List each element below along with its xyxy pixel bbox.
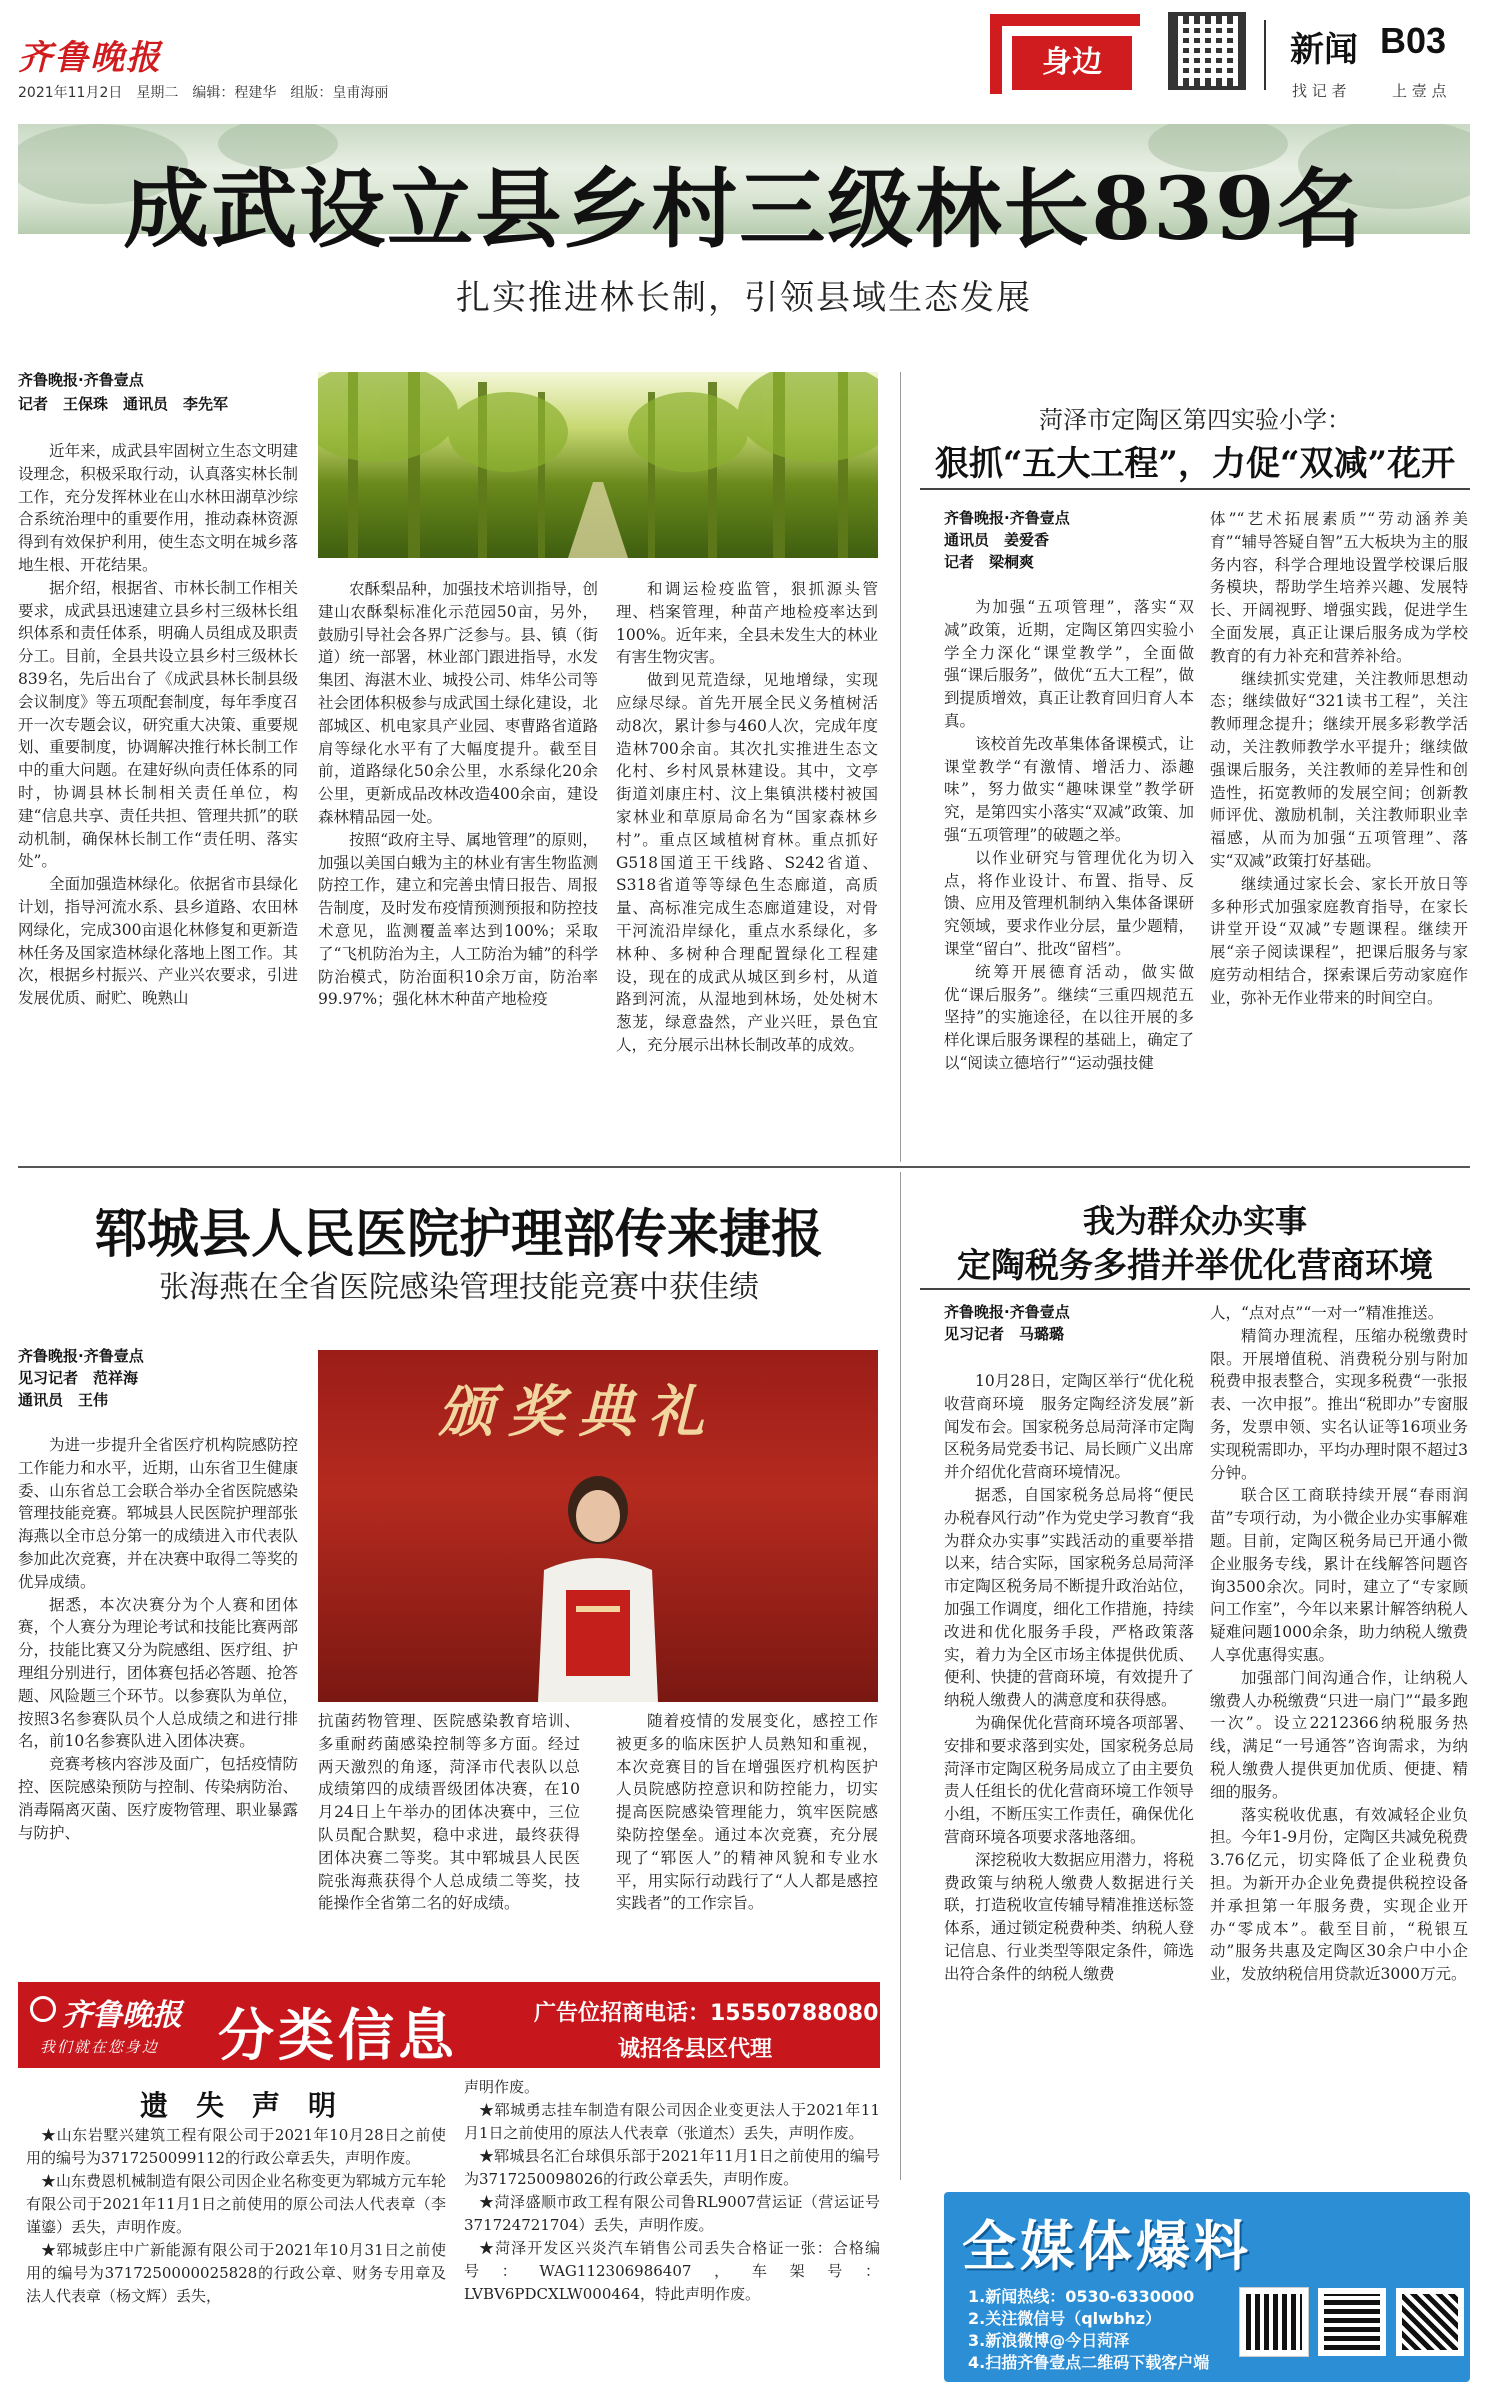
award-winner-figure [518, 1470, 678, 1702]
article2-kicker: 菏泽市定陶区第四实验小学： [1039, 406, 1351, 434]
section-name: 新闻 [1290, 30, 1358, 70]
lost-notice-item: ★菏泽开发区兴炎汽车销售公司丢失合格证一张：合格编号：WAG112306986407，车架号：LVBV6PDCXLW000464，特此声明作废。 [464, 2239, 880, 2303]
lost-notice-title: 遗 失 声 明 [139, 2089, 336, 2122]
article4-paragraph: 人，“点对点”“一对一”精准推送。 [1210, 1304, 1444, 1322]
article2-paragraph: 体”“艺术拓展素质”“劳动涵养美育”“辅导答疑自智”五大板块为主的服务内容，科学合理地设置学校课后服务模块，帮助学生培养兴趣、发展特长、开阔视野、增强实践，促进学生全面发展，真正让课后服务成为学校教育的有力补充和营养补给。 [1210, 510, 1468, 665]
lost-notice-column-1 [26, 2124, 446, 2388]
article3-column-3 [616, 1710, 878, 1974]
article2-paragraph: 继续抓实党建，关注教师思想动态；继续做好“321读书工程”，关注教师理念提升；继续开展多彩教学活动，关注教师教学水平提升；继续做强课后服务，关注教师的差异性和创造性，拓宽教师的发展空间；创新教师评优、激励机制，关注教师职业幸福感，从而为加强“五项管理”、落实“双减”政策打好基础。 [1210, 669, 1468, 870]
article1-column-2 [318, 578, 598, 1144]
page-number: B03 [1380, 20, 1447, 61]
article4-paragraph: 落实税收优惠，有效减轻企业负担。今年1-9月份，定陶区共减免税费3.76亿元，切实降低了企业税费负担。为新开办企业免费提供税控设备并承担第一年服务费，实现企业开办“零成本”。截至目前，“税银互动”服务共惠及定陶区30余户中小企业，发放纳税信用贷款近3000万元。 [1210, 1805, 1468, 1984]
article2-paragraph: 统筹开展德育活动，做实做优“课后服务”。继续“三重四规范五坚持”的实施途径，在以往开展的多样化课后服务课程的基础上，确定了以“阅读立德培行”“运动强技健 [944, 962, 1194, 1072]
article4-column-1 [944, 1370, 1194, 2172]
lost-notice-item: ★菏泽盛顺市政工程有限公司鲁RL9007营运证（营运证号371724721704）丢失，声明作废。 [464, 2193, 880, 2234]
media-tipoff-line: 1.新闻热线：0530-6330000 [968, 2287, 1195, 2306]
media-tipoff-box [944, 2192, 1470, 2382]
masthead-sub-left: 找 记 者 [1292, 82, 1347, 100]
section-divider [18, 1166, 1470, 1168]
lost-notice-item: ★山东岩墅兴建筑工程有限公司于2021年10月28日之前使用的编号为3717250099112的行政公章丢失，声明作废。 [26, 2126, 446, 2167]
article2-paragraph: 以作业研究与管理优化为切入点，将作业设计、布置、指导、反馈、应用及管理机制纳入集体备课研究领域，要求作业分层，量少题精，课堂“留白”、批改“留档”。 [944, 848, 1194, 958]
article2-paragraph: 该校首先改革集体备课模式，让课堂教学“有激情、增活力、添趣味”，努力做实“趣味课堂”教学研究，是第四实小落实“双减”政策、加强“五项管理”的破题之举。 [944, 734, 1194, 844]
lost-notice-item: ★郓城勇志挂车制造有限公司因企业变更法人于2021年11月1日之前使用的原法人代表章（张道杰）丢失，声明作废。 [464, 2101, 880, 2142]
lost-notice-item: ★郓城彭庄中广新能源有限公司于2021年10月31日之前使用的编号为3717250000025828的行政公章、财务专用章及法人代表章（杨文辉）丢失， [26, 2241, 446, 2305]
article4-paragraph: 为确保优化营商环境各项部署、安排和要求落到实处，国家税务总局菏泽市定陶区税务局成立了由主要负责人任组长的优化营商环境工作领导小组，不断压实工作责任，确保优化营商环境各项要求落地落细。 [944, 1713, 1194, 1846]
article3-paragraph: 随着疫情的发展变化，感控工作被更多的临床医护人员熟知和重视，本次竞赛目的旨在增强医疗机构医护人员院感防控意识和防控能力，切实提高医院感染管理能力，筑牢医院感染防控堡垒。通过本次竞赛，充分展现了“郓医人”的精神风貌和专业水平，用实际行动践行了“人人都是感控实践者”的工作宗旨。 [616, 1712, 878, 1913]
lost-notice-column-2 [464, 2076, 880, 2388]
classified-agent: 诚招各县区代理 [618, 2037, 773, 2062]
article1-source: 齐鲁晚报·齐鲁壹点 [18, 371, 144, 389]
article4-title-line-1: 我为群众办实事 [1082, 1202, 1307, 1240]
article1-subtitle: 扎实推进林长制，引领县域生态发展 [456, 278, 1032, 318]
article3-reporters: 见习记者 范祥海 [18, 1369, 139, 1387]
section-tag-label: 身边 [1012, 36, 1132, 90]
article2-paragraph: 为加强“五项管理”，落实“双减”政策，近期，定陶区第四实验小学全力深化“课堂教学”，全面做强“课后服务”，做优“五大工程”，做到提质增效，真正让教育回归育人本真。 [944, 598, 1194, 730]
article3-source: 齐鲁晚报·齐鲁壹点 [18, 1347, 144, 1365]
article3-reporter2: 通讯员 王伟 [18, 1391, 109, 1409]
article1-title: 成武设立县乡村三级林长839名 [123, 159, 1365, 260]
article3-paragraph: 抗菌药物管理、医院感染教育培训、多重耐药菌感染控制等多方面。经过两天激烈的角逐，菏泽市代表队以总成绩第四的成绩晋级团体决赛，在10月24日上午举办的团体决赛中，三位队员配合默契，稳中求进，最终获得团体决赛二等奖。其中郓城县人民医院张海燕获得个人总成绩二等奖，技能操作全省第二名的好成绩。 [318, 1712, 580, 1913]
article1-paragraph: 按照“政府主导、属地管理”的原则，加强以美国白蛾为主的林业有害生物监测防控工作，建立和完善虫情日报告、周报告制度，及时发布疫情预测预报和防控技术意见，监测覆盖率达到100%；采取了“飞机防治为主，人工防治为辅”的科学防治模式，防治面积10余万亩，防治率99.97%；强化林木种苗产地检疫 [318, 830, 598, 1009]
article2-paragraph: 继续通过家长会、家长开放日等多种形式加强家庭教育指导，在家长讲堂开设“双减”专题课程。继续开展“亲子阅读课程”，把课后服务与家庭劳动相结合，探索课后劳动家庭作业，弥补无作业带来的时间空白。 [1210, 874, 1468, 1007]
classified-slogan: 我们就在您身边 [40, 2038, 160, 2056]
ceremony-banner-text: 颁奖典礼 [438, 1379, 718, 1445]
article4-paragraph: 深挖税收大数据应用潜力，将税费政策与纳税人缴费人数据进行关联，打造税收宣传辅导精准推送标签体系，通过锁定税费种类、纳税人登记信息、行业类型等限定条件，筛选出符合条件的纳税人缴费 [944, 1850, 1194, 1983]
qr-inner [1180, 24, 1234, 78]
article4-reporters: 见习记者 马璐璐 [944, 1325, 1065, 1343]
article4-paragraph: 10月28日，定陶区举行“优化税收营商环境 服务定陶经济发展”新闻发布会。国家税务总局菏泽市定陶区税务局党委书记、局长顾广义出席并介绍优化营商环境情况。 [944, 1372, 1194, 1482]
article4-paragraph: 据悉，自国家税务总局将“便民办税春风行动”作为党史学习教育“我为群众办实事”实践活动的重要举措以来，结合实际，国家税务总局菏泽市定陶区税务局不断提升政治站位，加强工作调度，细化工作措施，持续改进和优化服务手段，严格政策落实，着力为全区市场主体提供优质、便利、快捷的营商环境，有效提升了纳税人缴费人的满意度和获得感。 [944, 1485, 1194, 1710]
article3-paragraph: 为进一步提升全省医疗机构院感防控工作能力和水平，近期，山东省卫生健康委、山东省总工会联合举办全省医院感染管理技能竞赛。郓城县人民医院护理部张海燕以全市总分第一的成绩进入市代表队参加此次竞赛，并在决赛中取得二等奖的优异成绩。 [18, 1436, 298, 1591]
newspaper-logo-icon [30, 1996, 56, 2022]
article3-paragraph: 竞赛考核内容涉及面广，包括疫情防控、医院感染预防与控制、传染病防治、消毒隔离灭菌、医疗废物管理、职业暴露与防护、 [18, 1755, 298, 1842]
award-ceremony-photo [318, 1350, 878, 1702]
column-divider [900, 372, 901, 1162]
article1-reporters: 记者 王保珠 通讯员 李先军 [18, 395, 229, 413]
article1-paragraph: 和调运检疫监管，狠抓源头管理、档案管理，种苗产地检疫率达到100%。近年来，全县未发生大的林业有害生物灾害。 [616, 580, 878, 667]
article2-column-1 [944, 596, 1194, 1162]
classified-header [18, 1982, 880, 2068]
article4-source: 齐鲁晚报·齐鲁壹点 [944, 1303, 1070, 1321]
column-divider [900, 1172, 901, 2180]
article3-column-1 [18, 1434, 298, 1974]
lost-notice-item: ★山东费恩机械制造有限公司因企业名称变更为郓城方元车轮有限公司于2021年11月1日之前使用的原公司法人代表章（李谨鎏）丢失，声明作废。 [26, 2172, 446, 2236]
article1-paragraph: 近年来，成武县牢固树立生态文明建设理念，积极采取行动，认真落实林长制工作，充分发挥林业在山水林田湖草沙综合系统治理中的重要作用，推动森林资源得到有效保护利用，使生态文明在城乡落地生根、开花结果。 [18, 442, 298, 574]
article3-subtitle: 张海燕在全省医院感染管理技能竞赛中获佳绩 [159, 1270, 759, 1305]
article3-column-2 [318, 1710, 580, 1974]
media-tipoff-line: 3.新浪微博@今日菏泽 [968, 2331, 1130, 2350]
article4-title-line-2: 定陶税务多措并举优化营商环境 [957, 1246, 1433, 1286]
article2-reporter2: 记者 梁桐爽 [944, 553, 1035, 571]
masthead-logo: 齐鲁晚报 [18, 38, 162, 78]
article3-paragraph: 据悉，本次决赛分为个人赛和团体赛，个人赛分为理论考试和技能比赛两部分，技能比赛又分为院感组、医疗组、护理组分别进行，团体赛包括必答题、抢答题、风险题三个环节。以参赛队为单位，按照3名参赛队员个人总成绩之和进行排名，前10名参赛队进入团体决赛。 [18, 1595, 298, 1751]
article1-paragraph: 全面加强造林绿化。依据省市县绿化计划，指导河流水系、县乡道路、农田林网绿化，完成300亩退化林修复和更新造林任务及国家造林绿化落地上图工作。其次，根据乡村振兴、产业兴农要求，引进发展优质、耐贮、晚熟山 [18, 875, 298, 1008]
qr-code-icon [1318, 2288, 1386, 2356]
media-tipoff-line: 4.扫描齐鲁壹点二维码下载客户端 [968, 2353, 1210, 2372]
article2-title: 狠抓“五大工程”，力促“双减”花开 [934, 444, 1456, 484]
lost-notice-item: 声明作废。 [464, 2078, 540, 2096]
classified-logo: 齐鲁晚报 [62, 1998, 182, 2033]
masthead [0, 0, 1488, 120]
article1-paragraph: 做到见荒造绿，见地增绿，实现应绿尽绿。首先开展全民义务植树活动8次，累计参与460人次，完成年度造林700余亩。其次扎实推进生态文化村、乡村风景林建设。其中，文亭街道刘康庄村、汶上集镇洪楼村被国家林业和草原局命名为“国家森林乡村”。重点区域植树育林。重点抓好G518国道王干线路、S242省道、S318省道等等绿色生态廊道，高质量、高标准完成生态廊道建设，对骨干河流沿岸绿化，重点水系绿化，多林种、多树种合理配置绿化工程建设，现在的成武从城区到乡村，从道路到河流，从湿地到林场，处处树木葱茏，绿意盎然，产业兴旺，景色宜人，充分展示出林长制改革的成效。 [616, 671, 878, 1054]
article4-paragraph: 联合区工商联持续开展“春雨润苗”专项行动，为小微企业办实事解难题。目前，定陶区税务局已开通小微企业服务专线，累计在线解答问题咨询3500余次。同时，建立了“专家顾问工作室”，今年以来累计解答纳税人疑难问题1000余条，助力纳税人缴费人享优惠得实惠。 [1210, 1486, 1468, 1664]
lost-notice-item: ★郓城县名汇台球俱乐部于2021年11月1日之前使用的编号为3717250098026的行政公章丢失，声明作废。 [464, 2147, 880, 2188]
forest-path-photo [318, 372, 878, 558]
media-tipoff-title: 全媒体爆料 [962, 2214, 1252, 2278]
article4-paragraph: 加强部门间沟通合作，让纳税人缴费人办税缴费“只进一扇门”“最多跑一次”。设立2212366纳税服务热线，满足“一号通答”咨询需求，为纳税人缴费人提供更加优质、便捷、精细的服务。 [1210, 1668, 1468, 1801]
article4-column-2 [1210, 1302, 1468, 2172]
article2-column-2 [1210, 508, 1468, 1162]
classified-title: 分类信息 [218, 2003, 458, 2069]
media-tipoff-line: 2.关注微信号（qlwbhz） [968, 2309, 1162, 2328]
article1-paragraph: 据介绍，根据省、市林长制工作相关要求，成武县迅速建立县乡村三级林长组织体系和责任体系，明确人员组成及职责分工。目前，全县共设立县乡村三级林长839名，先后出台了《成武县林长制县级会议制度》等五项配套制度，每年季度召开一次专题会议，研究重大决策、重要规划、重要制度，协调解决推行林长制工作中的重大问题。在建好纵向责任体系的同时，协调县林长制相关责任单位，构建“信息共享、责任共担、管理共抓”的联动机制，确保林长制工作“责任明、落实处”。 [18, 578, 298, 871]
masthead-date-line: 2021年11月2日 星期二 编辑：程建华 组版：皇甫海丽 [18, 85, 389, 101]
masthead-sub-right: 上 壹 点 [1392, 82, 1447, 100]
classified-phone: 广告位招商电话：15550788080 [534, 2001, 879, 2026]
article4-paragraph: 精简办理流程，压缩办税缴费时限。开展增值税、消费税分别与附加税费申报表整合，实现多税费“一张报表、一次申报”。推出“税即办”专窗服务，发票申领、实名认证等16项业务实现税需即办，平均办理时限不超过3分钟。 [1210, 1326, 1468, 1482]
article2-reporters: 通讯员 姜爱香 [944, 531, 1050, 549]
qr-code-icon [1240, 2288, 1308, 2356]
article1-paragraph: 农酥梨品种，加强技术培训指导，创建山农酥梨标准化示范园50亩，另外，鼓励引导社会各界广泛参与。县、镇（街道）统一部署，林业部门跟进指导，水发集团、海湛木业、城投公司、炜华公司等社会团体积极参与成武国土绿化建设，北部城区、机电家具产业园、枣曹路省道路肩等绿化水平有了大幅度提升。截至目前，道路绿化50余公里，水系绿化20余公里，更新成品改林改造400余亩，建设森林精品园一处。 [318, 580, 598, 826]
article2-source: 齐鲁晚报·齐鲁壹点 [944, 509, 1070, 527]
article1-column-3 [616, 578, 878, 1144]
qr-code-icon [1396, 2288, 1464, 2356]
article3-title: 郓城县人民医院护理部传来捷报 [94, 1204, 823, 1265]
